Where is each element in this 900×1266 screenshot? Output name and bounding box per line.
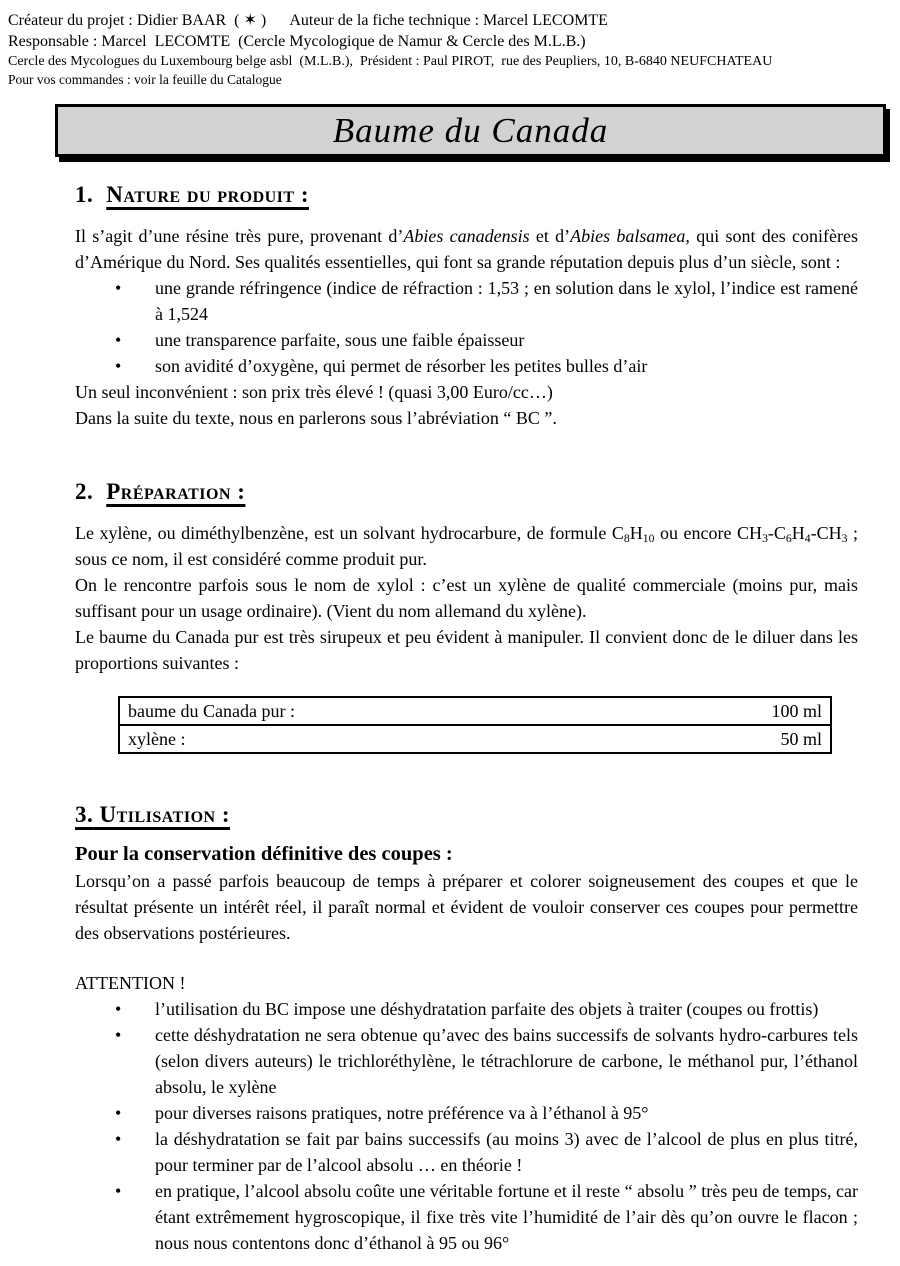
table-cell-label: xylène : <box>128 729 186 749</box>
list-item: • cette déshydratation ne sera obtenue qu’avec des bains successifs de solvants hydro-carbures tels (selon divers auteurs) le trichloréthylène, le tétrachlorure de carbone, le méthanol pur, l’éthanol absolu, le xylène <box>75 1022 858 1100</box>
list-item: • pour diverses raisons pratiques, notre préférence va à l’éthanol à 95° <box>75 1100 858 1126</box>
section-number: 2. <box>75 479 94 504</box>
section-heading-preparation <box>75 479 858 505</box>
list-item: • une transparence parfaite, sous une faible épaisseur <box>75 327 858 353</box>
list-item: • la déshydratation se fait par bains successifs (au moins 3) avec de l’alcool de plus en plus titré, pour terminer par de l’alcool absolu … en théorie ! <box>75 1126 858 1178</box>
section-number: 1. <box>75 182 94 207</box>
page-title: Baume du Canada <box>332 110 609 150</box>
list-item: • une grande réfringence (indice de réfraction : 1,53 ; en solution dans le xylol, l’indice est ramené à 1,524 <box>75 275 858 327</box>
list-item: • son avidité d’oxygène, qui permet de résorber les petites bulles d’air <box>75 353 858 379</box>
section-title: Préparation : <box>106 479 246 504</box>
list-item: • en pratique, l’alcool absolu coûte une véritable fortune et il reste “ absolu ” très peu de temps, car étant extrêmement hygroscopique, il fixe très vite l’humidité de l’air dès qu’on ouvre le flacon ; nous nous contentons donc d’éthanol à 95 ou 96° <box>75 1178 858 1256</box>
table-row <box>120 698 830 724</box>
nature-bullet-list <box>75 275 858 379</box>
header-line-commandes: Pour vos commandes : voir la feuille du Catalogue <box>8 72 282 87</box>
attention-label: ATTENTION ! <box>75 973 186 993</box>
preparation-paragraph-formula: Le xylène, ou diméthylbenzène, est un solvant hydrocarbure, de formule C8H10 ou encore CH3-C6H4-CH3 ; sous ce nom, il est considéré comme produit pur. <box>75 523 858 569</box>
list-item: • l’utilisation du BC impose une déshydratation parfaite des objets à traiter (coupes ou frottis) <box>75 996 858 1022</box>
dilution-table <box>118 696 832 754</box>
nature-note-price: Un seul inconvénient : son prix très élevé ! (quasi 3,00 Euro/cc…) <box>75 382 553 402</box>
table-cell-value: 50 ml <box>780 729 822 749</box>
utilisation-bullet-list <box>75 996 858 1256</box>
title-box <box>55 104 886 157</box>
header-line-creator: Créateur du projet : Didier BAAR ( ✶ ) Auteur de la fiche technique : Marcel LECOMTE <box>8 12 608 29</box>
utilisation-intro-paragraph: Lorsqu’on a passé parfois beaucoup de temps à préparer et colorer soigneusement des coupes et que le résultat présente un intérêt réel, il paraît normal et évident de vouloir conserver ces coupes pour permettre des observations postérieures. <box>75 871 858 943</box>
table-cell-value: 100 ml <box>771 701 822 721</box>
nature-note-abbreviation: Dans la suite du texte, nous en parlerons sous l’abréviation “ BC ”. <box>75 408 557 428</box>
table-cell-label: baume du Canada pur : <box>128 701 295 721</box>
preparation-paragraph-xylol: On le rencontre parfois sous le nom de xylol : c’est un xylène de qualité commerciale (moins pur, mais suffisant pour un usage ordinaire). (Vient du nom allemand du xylène). <box>75 575 858 621</box>
header-line-responsable: Responsable : Marcel LECOMTE (Cercle Mycologique de Namur & Cercle des M.L.B.) <box>8 33 586 50</box>
utilisation-subheading: Pour la conservation définitive des coupes : <box>75 843 453 865</box>
document-body <box>0 182 900 1256</box>
section-heading-utilisation <box>75 802 858 828</box>
preparation-paragraph-dilution: Le baume du Canada pur est très sirupeux et peu évident à manipuler. Il convient donc de le diluer dans les proportions suivantes : <box>75 627 858 673</box>
nature-intro-paragraph: Il s’agit d’une résine très pure, provenant d’Abies canadensis et d’Abies balsamea, qui sont des conifères d’Amérique du Nord. Ses qualités essentielles, qui font sa grande réputation depuis plus d’un siècle, sont : <box>75 226 859 272</box>
header-line-cercle: Cercle des Mycologues du Luxembourg belge asbl (M.L.B.), Président : Paul PIROT, rue des Peupliers, 10, B-6840 NEUFCHATEAU <box>8 54 773 69</box>
section-title: Nature du produit : <box>106 182 309 207</box>
table-row <box>120 724 830 752</box>
section-heading-nature <box>75 182 858 208</box>
section-number: 3. <box>75 802 94 827</box>
document-header <box>0 0 900 89</box>
section-title: Utilisation : <box>99 802 230 827</box>
